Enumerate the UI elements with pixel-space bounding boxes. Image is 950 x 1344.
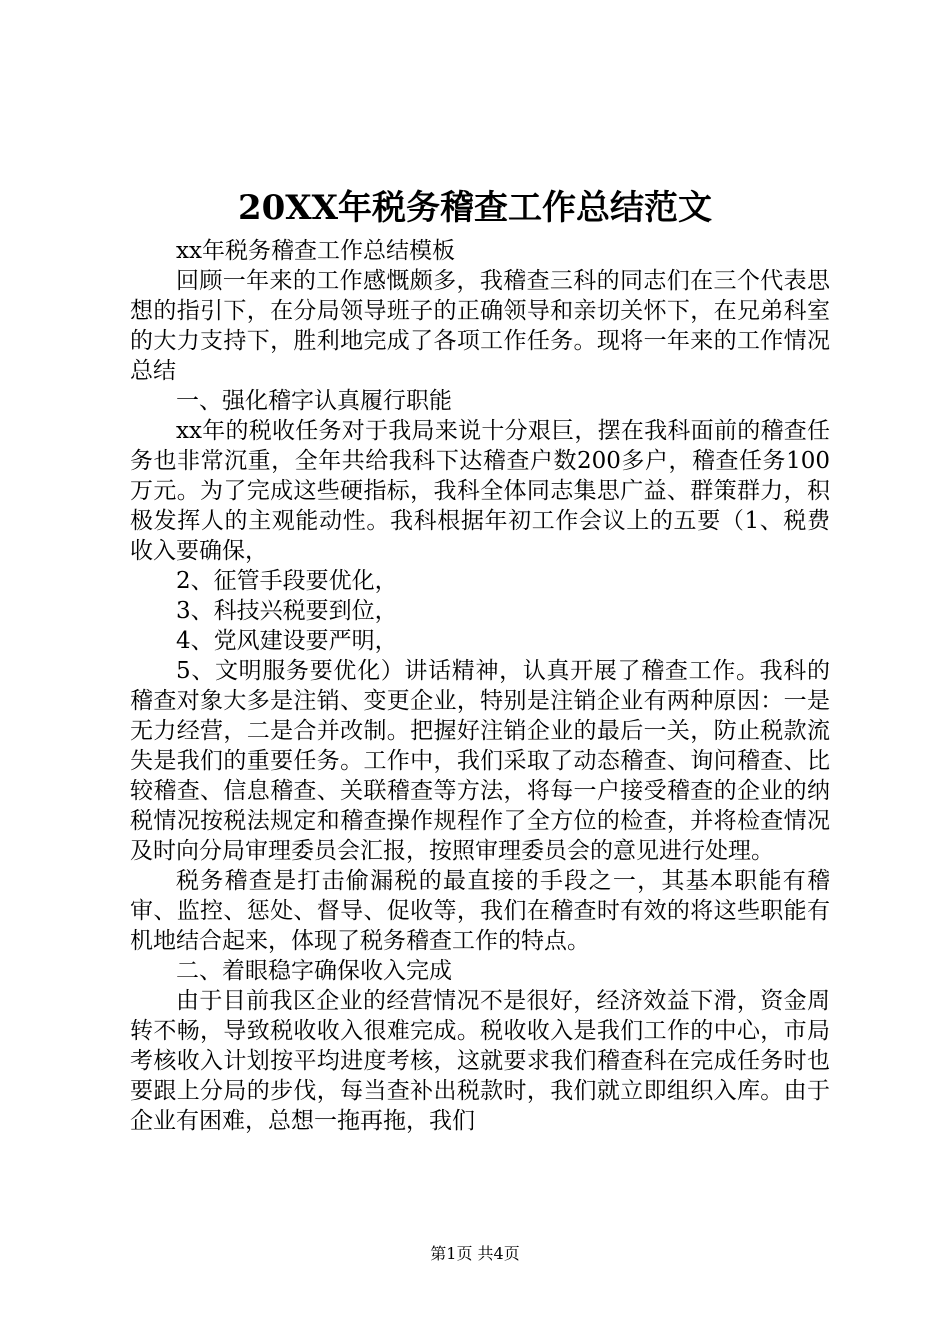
paragraph-functions: 税务稽查是打击偷漏税的最直接的手段之一，其基本职能有稽审、监控、惩处、督导、促收等，我们在稽查时有效的将这些职能有机地结合起来，体现了税务稽查工作的特点。 (130, 868, 830, 954)
paragraph-revenue: 由于目前我区企业的经营情况不是很好，经济效益下滑，资金周转不畅，导致税收收入很难完成。税收收入是我们工作的中心，市局考核收入计划按平均进度考核，这就要求我们稽查科在完成任务时也要跟上分局的步伐，每当查补出税款时，我们就立即组织入库。由于企业有困难，总想一拖再拖，我们 (130, 988, 830, 1134)
paragraph-task: xx年的税收任务对于我局来说十分艰巨，摆在我科面前的稽查任务也非常沉重，全年共给我科下达稽查户数200多户，稽查任务100万元。为了完成这些硬指标，我科全体同志集思广益、群策群力，积极发挥人的主观能动性。我科根据年初工作会议上的五要（1、税费收入要确保， (130, 418, 830, 564)
page-footer: 第1页 共4页 (430, 1244, 520, 1263)
section-heading-2: 二、着眼稳字确保收入完成 (176, 958, 452, 984)
list-item-2: 2、征管手段要优化， (176, 568, 398, 594)
list-item-5: 5、文明服务要优化）讲话精神，认真开展了稽查工作。我科的稽查对象大多是注销、变更企业，特别是注销企业有两种原因：一是无力经营，二是合并改制。把握好注销企业的最后一关，防止税款流失是我们的重要任务。工作中，我们采取了动态稽查、询问稽查、比较稽查、信息稽查、关联稽查等方法，将每一户接受稽查的企业的纳税情况按税法规定和稽查操作规程作了全方位的检查，并将检查情况及时向分局审理委员会汇报，按照审理委员会的意见进行处理。 (130, 658, 830, 864)
paragraph-intro: 回顾一年来的工作感慨颇多，我稽查三科的同志们在三个代表思想的指引下，在分局领导班子的正确领导和亲切关怀下，在兄弟科室的大力支持下，胜利地完成了各项工作任务。现将一年来的工作情况总结 (130, 268, 830, 384)
list-item-4: 4、党风建设要严明， (176, 628, 398, 654)
list-item-3: 3、科技兴税要到位， (176, 598, 398, 624)
document-title: 20XX年税务稽查工作总结范文 (237, 188, 713, 228)
section-heading-1: 一、强化稽字认真履行职能 (176, 388, 452, 414)
paragraph-subtitle: xx年税务稽查工作总结模板 (176, 238, 455, 264)
document-body (130, 236, 830, 1136)
